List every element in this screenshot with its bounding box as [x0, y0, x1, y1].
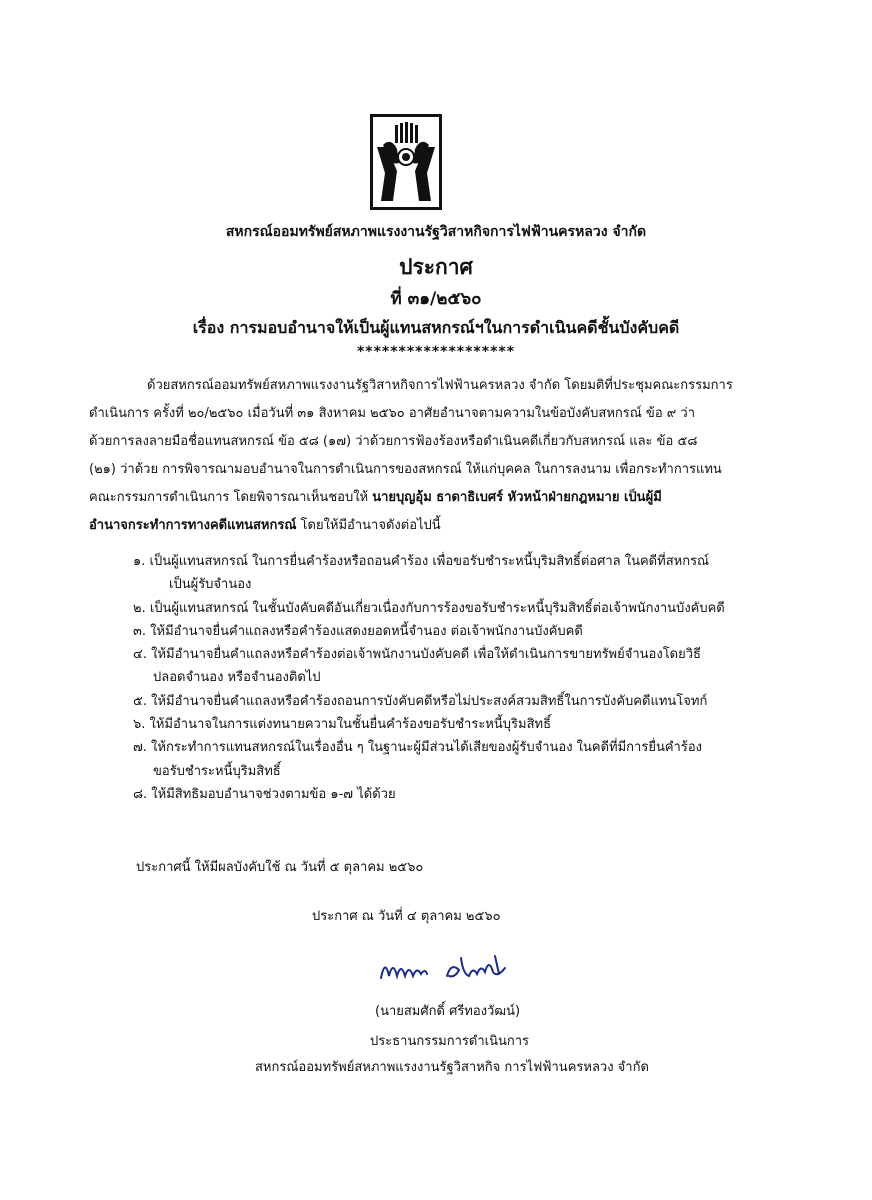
issued-date: ประกาศ ณ วันที่ ๔ ตุลาคม ๒๕๖๐: [312, 909, 501, 924]
list-item: ๓. ให้มีอำนาจยื่นคำแถลงหรือคำร้องแสดงยอดหนี้จำนอง ต่อเจ้าพนักงานบังคับคดี: [133, 623, 583, 639]
appointee-name: นายบุญอุ้ม ธาดาธิเบศร์ หัวหน้าฝ่ายกฎหมาย เป็นผู้มี: [372, 490, 662, 505]
document-subject: เรื่อง การมอบอำนาจให้เป็นผู้แทนสหกรณ์ฯในการดำเนินคดีชั้นบังคับคดี: [192, 318, 680, 337]
body-paragraph: [89, 372, 789, 540]
hands-emblem-icon: [373, 117, 439, 207]
effective-date: ประกาศนี้ ให้มีผลบังคับใช้ ณ วันที่ ๕ ตุลาคม ๒๕๖๐: [136, 860, 424, 875]
list-item: ๘. ให้มีสิทธิมอบอำนาจช่วงตามข้อ ๑-๗ ได้ด้วย: [133, 786, 396, 802]
authority-text: อำนาจกระทำการทางคดีแทนสหกรณ์: [89, 518, 297, 533]
list-item-continuation: ปลอดจำนอง หรือจำนองติดไป: [153, 670, 321, 686]
body-line: ดำเนินการ ครั้งที่ ๒๐/๒๕๖๐ เมื่อวันที่ ๓๑ สิงหาคม ๒๕๖๐ อาศัยอำนาจตามความในข้อบังคับสหกรณ์ ข้อ ๙ ว่า: [89, 406, 696, 421]
organization-header: สหกรณ์ออมทรัพย์สหภาพแรงงานรัฐวิสาหกิจการไฟฟ้านครหลวง จำกัด: [225, 224, 647, 240]
list-item: ๔. ให้มีอำนาจยื่นคำแถลงหรือคำร้องต่อเจ้าพนักงานบังคับคดี เพื่อให้ดำเนินการขายทรัพย์จำนองโดยวิธี: [133, 647, 701, 663]
body-line: [89, 512, 789, 540]
authority-list: [133, 550, 793, 806]
list-item: ๕. ให้มีอำนาจยื่นคำแถลงหรือคำร้องถอนการบังคับคดีหรือไม่ประสงค์สวมสิทธิ์ในการบังคับคดีแทนโจทก์: [133, 693, 708, 709]
body-line: ด้วยการลงลายมือชื่อแทนสหกรณ์ ข้อ ๕๘ (๑๗) ว่าด้วยการฟ้องร้องหรือดำเนินคดีเกี่ยวกับสหกรณ์ และ ข้อ ๕๘: [89, 434, 698, 449]
list-item: ๑. เป็นผู้แทนสหกรณ์ ในการยื่นคำร้องหรือถอนคำร้อง เพื่อขอรับชำระหนี้บุริมสิทธิ์ต่อศาล ในคดีที่สหกรณ์: [133, 554, 710, 569]
document-number: ที่ ๓๑/๒๕๖๐: [390, 289, 482, 309]
list-item-continuation: เป็นผู้รับจำนอง: [169, 577, 252, 593]
handwritten-signature: [377, 948, 537, 988]
list-item: ๖. ให้มีอำนาจในการแต่งทนายความในชั้นยื่นคำร้องขอรับชำระหนี้บุริมสิทธิ์: [133, 717, 552, 733]
signer-name: (นายสมศักดิ์ ศรีทองวัฒน์): [375, 1004, 521, 1019]
body-line: ด้วยสหกรณ์ออมทรัพย์สหภาพแรงงานรัฐวิสาหกิจการไฟฟ้านครหลวง จำกัด โดยมติที่ประชุมคณะกรรมการ: [147, 378, 733, 393]
separator-stars: *******************: [356, 344, 516, 360]
document-title: ประกาศ: [399, 255, 473, 279]
list-item: ๗. ให้กระทำการแทนสหกรณ์ในเรื่องอื่น ๆ ในฐานะผู้มีส่วนได้เสียของผู้รับจำนอง ในคดีที่มีการยื่นคำร้อง: [133, 740, 702, 756]
list-item-continuation: ขอรับชำระหนี้บุริมสิทธิ์: [153, 763, 281, 779]
body-text: โดยให้มีอำนาจดังต่อไปนี้: [296, 518, 441, 533]
body-line: [89, 484, 789, 512]
list-item: ๒. เป็นผู้แทนสหกรณ์ ในชั้นบังคับคดีอันเกี่ยวเนื่องกับการร้องขอรับชำระหนี้บุริมสิทธิ์ต่อเจ้าพนักงานบังคับคดี: [133, 600, 725, 616]
organization-logo: [370, 114, 442, 210]
body-text: คณะกรรมการดำเนินการ โดยพิจารณาเห็นชอบให้: [89, 490, 373, 505]
signer-position: ประธานกรรมการดำเนินการ: [370, 1034, 530, 1049]
signer-organization: สหกรณ์ออมทรัพย์สหภาพแรงงานรัฐวิสาหกิจ การไฟฟ้านครหลวง จำกัด: [255, 1060, 649, 1075]
body-line: (๒๑) ว่าด้วย การพิจารณามอบอำนาจในการดำเนินการของสหกรณ์ ให้แก่บุคคล ในการลงนาม เพื่อกระทำการแทน: [89, 462, 722, 477]
